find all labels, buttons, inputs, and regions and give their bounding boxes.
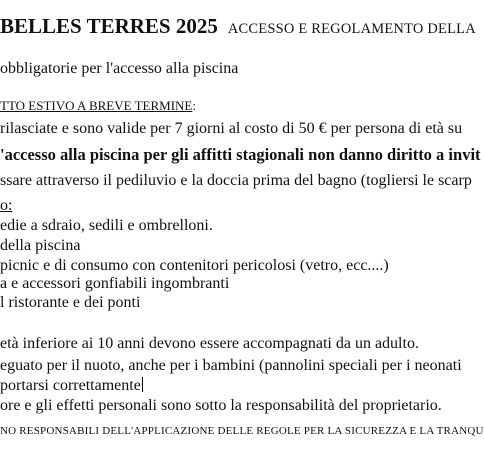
paragraph-line-1: obbligatorie per l'accesso alla piscina	[0, 60, 239, 77]
list-item-chairs: edie a sdraio, sedili e ombrelloni.	[0, 217, 213, 234]
paragraph-line-behavior-text: portarsi correttamente	[0, 377, 141, 394]
paragraph-line-swimwear: eguato per il nuoto, anche per i bambini (pannolini speciali per i neonati	[0, 357, 462, 374]
list-item-picnic: picnic e di consumo con contenitori pericolosi (vetro, ecc....)	[0, 257, 389, 274]
section-heading-short-term	[0, 99, 196, 112]
paragraph-line-5: ssare attraverso il pediluvio e la doccia prima del bagno (togliersi le scarp	[0, 172, 472, 189]
paragraph-line-3: rilasciate e sono valide per 7 giorni al costo di 50 € per persona di età su	[0, 120, 463, 137]
text-cursor	[142, 377, 143, 392]
document-header	[0, 16, 476, 37]
section-heading-text: TTO ESTIVO A BREVE TERMINE	[0, 98, 193, 113]
section-heading-colon: :	[192, 98, 196, 113]
list-item-inflatables: a e accessori gonfiabili ingombranti	[0, 275, 230, 292]
paragraph-line-behavior	[0, 377, 143, 394]
list-item-restaurant: l ristorante e dei ponti	[0, 294, 141, 311]
document-subtitle: ACCESSO E REGOLAMENTO DELLA	[227, 21, 476, 37]
paragraph-line-children: età inferiore ai 10 anni devono essere accompagnati da un adulto.	[0, 335, 419, 352]
list-item-pool: della piscina	[0, 237, 81, 254]
footer-notice: NO RESPONSABILI DELL'APPLICAZIONE DELLE REGOLE PER LA SICUREZZA E LA TRANQU	[0, 425, 484, 437]
list-heading: o:	[0, 197, 13, 214]
paragraph-line-belongings: ore e gli effetti personali sono sotto la responsabilità del proprietario.	[0, 397, 442, 414]
paragraph-line-4-bold: 'accesso alla piscina per gli affitti stagionali non danno diritto a invit	[0, 145, 481, 164]
document-title: BELLES TERRES 2025	[0, 14, 218, 38]
